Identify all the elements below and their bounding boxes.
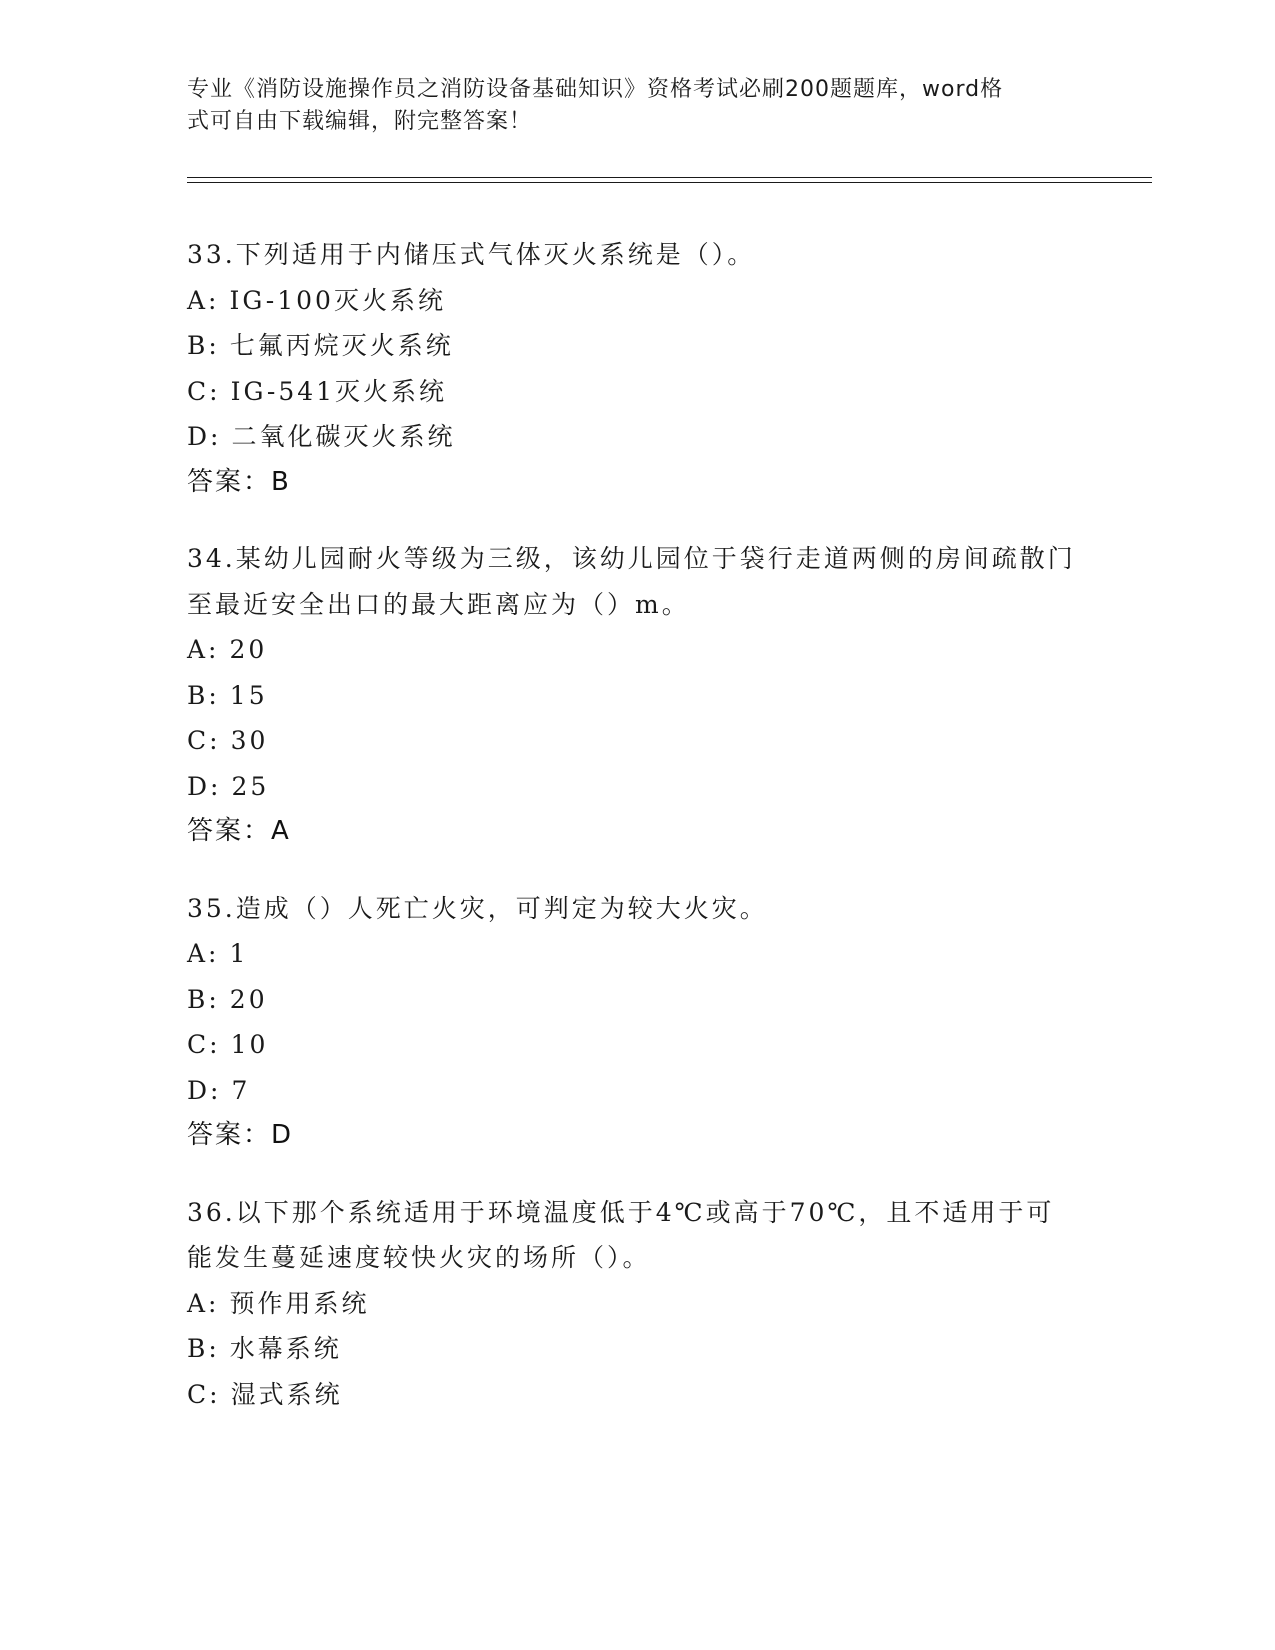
option-text: 20 bbox=[229, 984, 268, 1014]
option-text: IG-100灭火系统 bbox=[229, 285, 446, 315]
option-label: B: bbox=[187, 1334, 220, 1363]
option-label: A: bbox=[187, 939, 220, 968]
option-a bbox=[187, 931, 1087, 977]
option-label: A: bbox=[187, 285, 220, 315]
question-stem: 36.以下那个系统适用于环境温度低于4℃或高于70℃，且不适用于可能发生蔓延速度较快火灾的场所（）。 bbox=[187, 1197, 1055, 1272]
option-b bbox=[187, 1326, 1087, 1372]
header-divider-top bbox=[187, 177, 1152, 178]
option-a bbox=[187, 627, 1087, 673]
question-stem: 34.某幼儿园耐火等级为三级，该幼儿园位于袋行走道两侧的房间疏散门至最近安全出口的最大距离应为（）m。 bbox=[187, 544, 1076, 619]
option-c bbox=[187, 718, 1087, 764]
option-c bbox=[187, 1372, 1087, 1418]
option-b bbox=[187, 977, 1087, 1023]
option-text: 七氟丙烷灭火系统 bbox=[229, 331, 454, 360]
option-text: 1 bbox=[229, 939, 249, 968]
option-label: B: bbox=[187, 680, 220, 710]
header-divider-bottom bbox=[187, 182, 1152, 183]
option-a bbox=[187, 278, 1087, 324]
question-list bbox=[187, 232, 1087, 1448]
question-stem: 33.下列适用于内储压式气体灭火系统是（）。 bbox=[187, 240, 756, 269]
option-text: 10 bbox=[230, 1030, 269, 1059]
option-text: IG-541灭火系统 bbox=[230, 376, 448, 406]
answer: 答案：D bbox=[187, 1120, 294, 1150]
question-34 bbox=[187, 536, 1087, 855]
option-label: C: bbox=[187, 1379, 221, 1409]
option-c bbox=[187, 1022, 1087, 1068]
option-text: 水幕系统 bbox=[229, 1334, 342, 1363]
option-d bbox=[187, 414, 1087, 460]
answer: 答案：B bbox=[187, 466, 291, 497]
question-36 bbox=[187, 1190, 1087, 1418]
option-text: 预作用系统 bbox=[229, 1288, 370, 1318]
option-text: 7 bbox=[231, 1075, 251, 1105]
option-a bbox=[187, 1281, 1087, 1327]
option-label: D: bbox=[187, 771, 222, 801]
option-text: 湿式系统 bbox=[230, 1379, 343, 1409]
question-stem: 35.造成（）人死亡火灾，可判定为较大火灾。 bbox=[187, 893, 768, 923]
option-label: A: bbox=[187, 635, 220, 664]
option-label: D: bbox=[187, 1075, 222, 1105]
option-d bbox=[187, 1068, 1087, 1114]
question-33 bbox=[187, 232, 1087, 505]
document-header bbox=[187, 74, 1067, 138]
option-b bbox=[187, 323, 1087, 369]
option-text: 20 bbox=[229, 635, 268, 664]
option-text: 15 bbox=[229, 680, 268, 710]
option-label: C: bbox=[187, 1030, 221, 1059]
question-35 bbox=[187, 886, 1087, 1159]
option-label: D: bbox=[187, 422, 222, 451]
option-c bbox=[187, 369, 1087, 415]
option-text: 30 bbox=[230, 726, 269, 755]
option-label: C: bbox=[187, 726, 221, 755]
option-label: B: bbox=[187, 331, 220, 360]
option-text: 25 bbox=[231, 771, 270, 801]
option-label: C: bbox=[187, 376, 221, 406]
header-line-1: 专业《消防设施操作员之消防设备基础知识》资格考试必刷200题题库，word格 bbox=[187, 77, 1004, 102]
option-text: 二氧化碳灭火系统 bbox=[231, 422, 456, 451]
option-d bbox=[187, 764, 1087, 810]
option-label: B: bbox=[187, 984, 220, 1014]
answer: 答案：A bbox=[187, 816, 291, 846]
option-b bbox=[187, 673, 1087, 719]
header-line-2: 式可自由下载编辑，附完整答案！ bbox=[187, 109, 533, 134]
option-label: A: bbox=[187, 1288, 220, 1318]
